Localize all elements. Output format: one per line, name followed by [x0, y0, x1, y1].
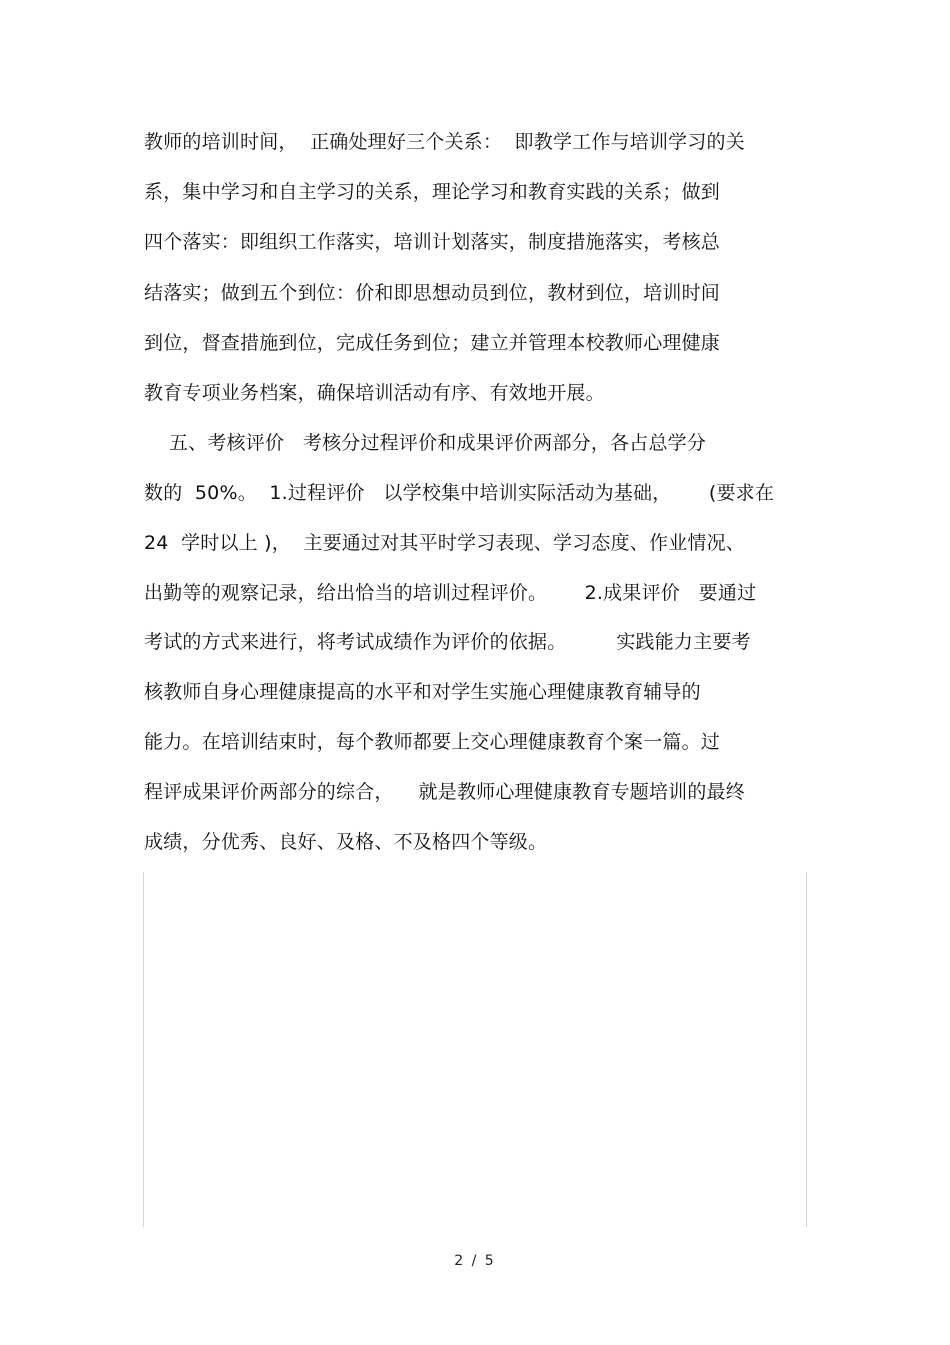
- frame-border-right: [806, 872, 807, 1227]
- page-number: 2 / 5: [454, 1253, 496, 1269]
- text-line-13: 能力。在培训结束时，每个教师都要上交心理健康教育个案一篇。过: [144, 731, 721, 753]
- text-line-14: 程评成果评价两部分的综合， 就是教师心理健康教育专题培训的最终: [144, 781, 745, 803]
- text-line-3: 四个落实：即组织工作落实，培训计划落实，制度措施落实，考核总: [144, 231, 721, 253]
- text-line-1: 教师的培训时间， 正确处理好三个关系： 即教学工作与培训学习的关: [144, 131, 745, 153]
- text-line-9: 24 学时以上 )， 主要通过对其平时学习表现、学习态度、作业情况、: [144, 532, 745, 554]
- text-line-10: 出勤等的观察记录，给出恰当的培训过程评价。 2.成果评价 要通过: [144, 582, 757, 604]
- text-line-7: 五、考核评价 考核分过程评价和成果评价两部分，各占总学分: [144, 432, 707, 454]
- text-line-11: 考试的方式来进行，将考试成绩作为评价的依据。 实践能力主要考: [144, 631, 751, 653]
- text-line-4: 结落实；做到五个到位：价和即思想动员到位，教材到位，培训时间: [144, 282, 721, 304]
- text-line-2: 系，集中学习和自主学习的关系，理论学习和教育实践的关系；做到: [144, 181, 721, 203]
- text-line-8: 数的 50%。 1.过程评价 以学校集中培训实际活动为基础， (要求在: [144, 482, 775, 504]
- text-line-12: 核教师自身心理健康提高的水平和对学生实施心理健康教育辅导的: [144, 681, 701, 703]
- text-line-6: 教育专项业务档案，确保培训活动有序、有效地开展。: [144, 382, 605, 404]
- text-line-15: 成绩，分优秀、良好、及格、不及格四个等级。: [144, 831, 548, 853]
- frame-border-left: [143, 872, 144, 1227]
- text-line-5: 到位，督查措施到位，完成任务到位；建立并管理本校教师心理健康: [144, 332, 721, 354]
